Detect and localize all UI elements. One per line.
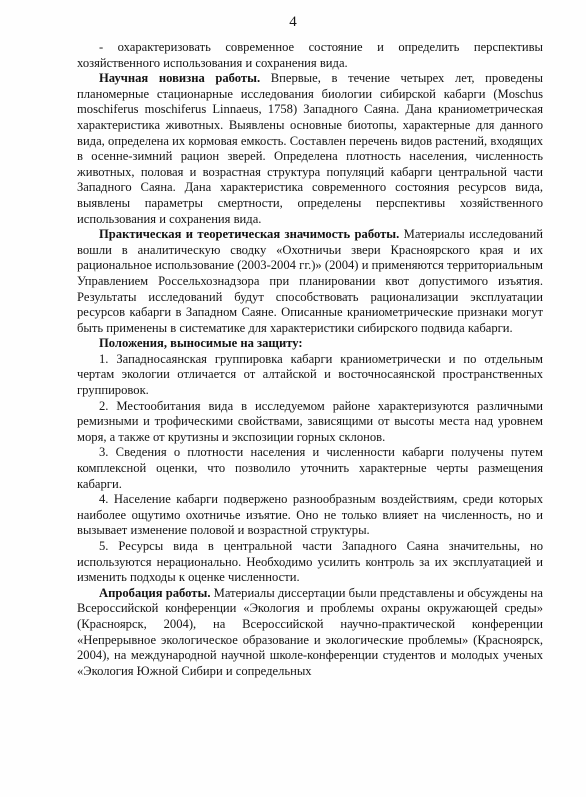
paragraph-lead: Научная новизна работы. [99, 71, 261, 86]
paragraph-approbation [77, 586, 543, 680]
defense-point: 3. Сведения о плотности населения и численности кабарги получены путем комплексной оценки, что позволило уточнить характерные черты размещения кабарги. [77, 445, 543, 491]
defense-heading: Положения, выносимые на защиту: [99, 336, 303, 351]
paragraph-lead: Практическая и теоретическая значимость работы. [99, 227, 400, 242]
paragraph-text: - охарактеризовать современное состояние и определить перспективы хозяйственного использования и сохранения вида. [77, 40, 543, 70]
paragraph-significance [77, 227, 543, 336]
paragraph-novelty [77, 71, 543, 227]
paragraph-lead: Апробация работы. [99, 585, 211, 600]
page-body [77, 40, 543, 679]
defense-point: 4. Население кабарги подвержено разнообразным воздействиям, среди которых наиболее ощутимо охотничье изъятие. Оно не только влияет на численность, но и вызывает изменение половой и возрастной структуры. [77, 492, 543, 538]
paragraph-objective [77, 40, 543, 71]
defense-point: 5. Ресурсы вида в центральной части Западного Саяна значительны, но используются нерационально. Необходимо усилить контроль за их эксплуатацией и изменить подходы к оценке численности. [77, 539, 543, 585]
paragraph-text: Материалы исследований вошли в аналитическую сводку «Охотничьи звери Красноярского края и их рациональное использование (2003-2004 гг.)» (2004) и применяются территориальным Управлением Россельхознадзора при планировании квот допустимого изъятия. Результаты исследований будут способствовать рационализации эксплуатации ресурсов кабарги в Западном Саяне. Описанные краниометрические признаки могут быть применены в систематике для характеристики сибирского подвида кабарги. [77, 227, 543, 335]
defense-point: 2. Местообитания вида в исследуемом районе характеризуются различными ремизными и трофическими свойствами, зависящими от высоты места над уровнем моря, а также от крутизны и экспозиции горных склонов. [77, 398, 543, 444]
defense-point: 1. Западносаянская группировка кабарги краниометрически и по отдельным чертам экологии отличается от алтайской и восточносаянской пространственных группировок. [77, 351, 543, 398]
page-number: 4 [289, 14, 297, 30]
paragraph-text: Впервые, в течение четырех лет, проведены планомерные стационарные исследования биологии сибирской кабарги (Moschus moschiferus moschiferus Linnaeus, 1758) Западного Саяна. Дана краниометрическая характеристика животных. Выявлены основные биотопы, характерные для данного вида, определена их кормовая емкость. Составлен перечень видов растений, входящих в осенне-зимний рацион зверей. Определена плотность населения, численность животных, половая и возрастная структура популяций кабарги центральной части Западного Саяна. Дана характеристика современного состояния ресурсов вида, выявлены параметры смертности, определены перспективы хозяйственного использования и сохранения вида. [77, 71, 543, 226]
paragraph-text: Материалы диссертации были представлены и обсуждены на Всероссийской конференции «Экология и проблемы охраны окружающей среды» (Красноярск, 2004), на Всероссийской научно-практической конференции «Непрерывное экологическое образование и экологические проблемы» (Красноярск, 2004), на международной научной школе-конференции студентов и молодых ученых «Экология Южной Сибири и сопредельных [77, 585, 543, 678]
